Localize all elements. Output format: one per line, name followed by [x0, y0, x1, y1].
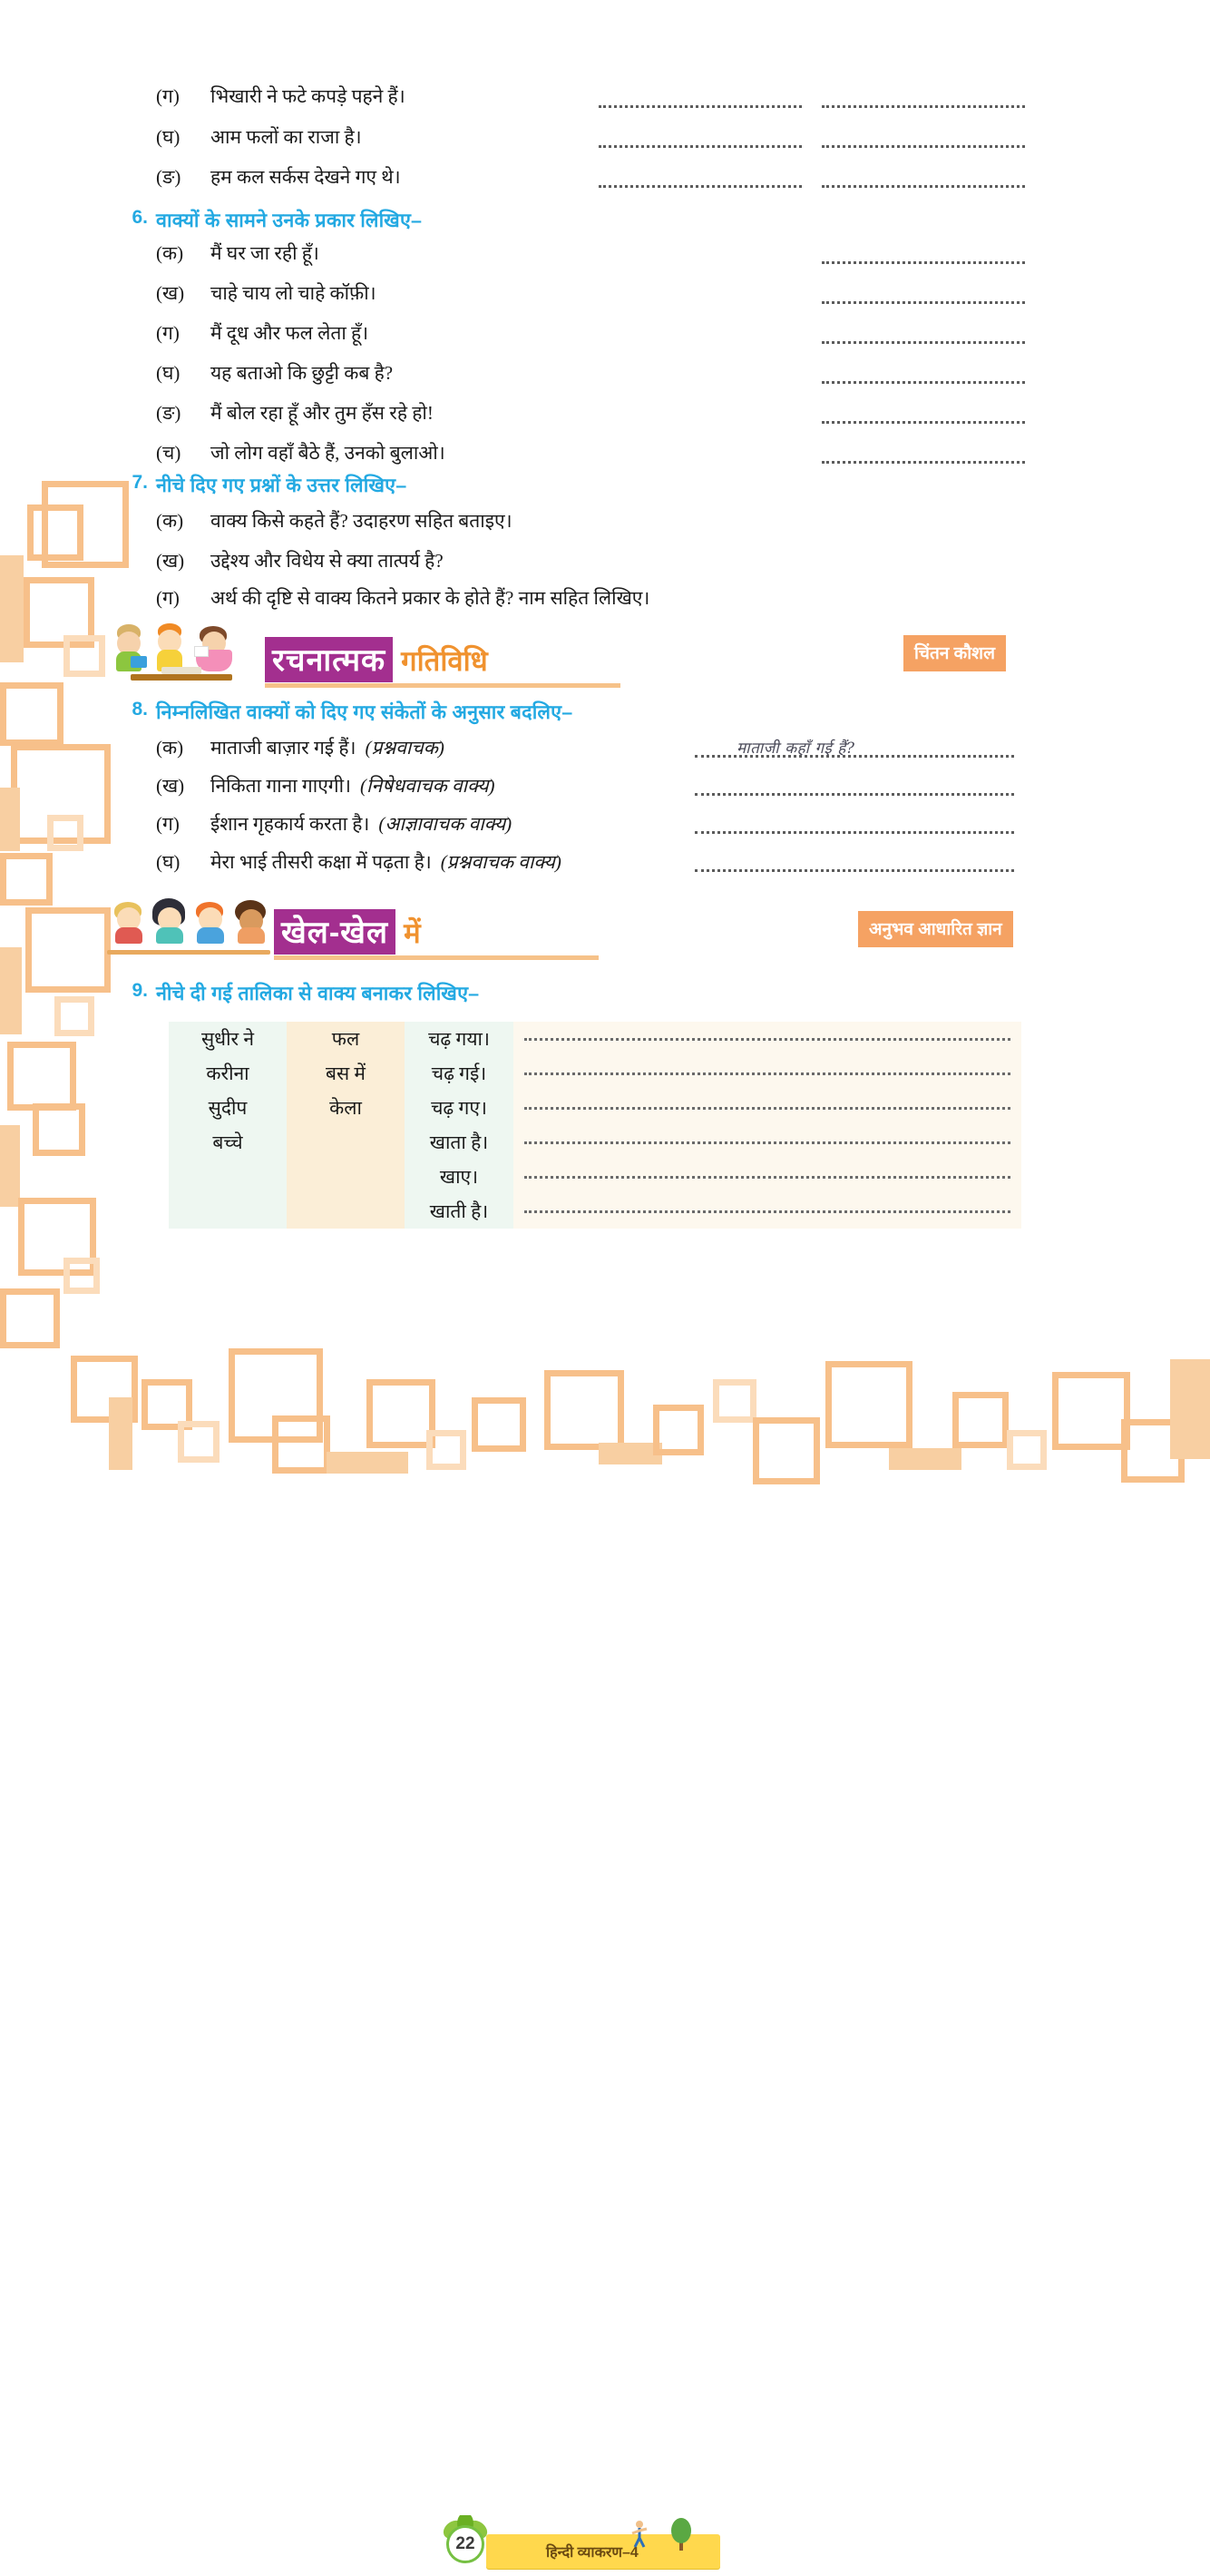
- answer-line[interactable]: [822, 185, 1025, 188]
- answer-line[interactable]: [599, 105, 802, 108]
- item-text: उद्देश्य और विधेय से क्या तात्पर्य है?: [210, 550, 444, 572]
- answer-line[interactable]: [822, 301, 1025, 304]
- item-text: हम कल सर्कस देखने गए थे।: [210, 166, 401, 188]
- footer-banner: [486, 2534, 720, 2569]
- item-label: (च): [156, 442, 181, 464]
- table-cell: खाए।: [439, 1166, 479, 1188]
- item-hint: (प्रश्नवाचक): [365, 737, 444, 759]
- item-label: (ग): [156, 85, 180, 107]
- item-label: (घ): [156, 362, 181, 384]
- list-item: [156, 240, 319, 266]
- child-figure: [149, 898, 189, 947]
- item-hint: (निषेधवाचक वाक्य): [360, 775, 495, 797]
- question-prompt: नीचे दिए गए प्रश्नों के उत्तर लिखिए–: [156, 475, 407, 496]
- answer-row[interactable]: [513, 1160, 1021, 1194]
- list-item: [156, 548, 444, 573]
- answer-row[interactable]: [513, 1091, 1021, 1125]
- item-label: (ग): [156, 813, 180, 835]
- table-cell: चढ़ गया।: [428, 1028, 490, 1050]
- table-cell: सुदीप: [208, 1097, 248, 1119]
- section-title-creative: [265, 637, 488, 682]
- section-title-secondary: में: [404, 917, 421, 949]
- table-cell: सुधीर ने: [200, 1028, 255, 1050]
- section-title-play: [274, 909, 421, 955]
- list-item: [156, 849, 561, 875]
- table-column-verbs: [405, 1022, 513, 1229]
- item-text: मैं दूध और फल लेता हूँ।: [210, 322, 369, 344]
- table-cell: करीना: [206, 1063, 249, 1084]
- list-item: [156, 508, 512, 534]
- child-figure: [109, 900, 147, 947]
- table-cell: [169, 1194, 287, 1229]
- footer-book-title: हिन्दी व्याकरण–4: [546, 2545, 639, 2561]
- question-9-heading: [125, 980, 479, 1006]
- list-item: [156, 360, 393, 386]
- table-column-subjects: [169, 1022, 287, 1229]
- handwritten-answer: माताजी कहाँ गई हैं?: [737, 739, 855, 758]
- child-figure: [230, 898, 270, 947]
- answer-line[interactable]: [822, 421, 1025, 424]
- item-text: चाहे चाय लो चाहे कॉफ़ी।: [210, 282, 376, 304]
- table-cell: [287, 1160, 405, 1194]
- table-cell: फल: [331, 1028, 360, 1050]
- list-item: [156, 811, 512, 837]
- tree-icon: [669, 2516, 693, 2552]
- item-label: (ख): [156, 775, 185, 797]
- table-cell: चढ़ गए।: [431, 1097, 487, 1119]
- runner-icon: [629, 2520, 649, 2551]
- answer-row[interactable]: [513, 1194, 1021, 1229]
- section-title-secondary: गतिविधि: [401, 645, 488, 677]
- table-cell: [169, 1160, 287, 1194]
- item-label: (ग): [156, 587, 180, 609]
- item-hint: (प्रश्नवाचक वाक्य): [440, 851, 561, 873]
- answer-line[interactable]: [822, 105, 1025, 108]
- table-cell: बच्चे: [212, 1131, 243, 1153]
- item-text: माताजी बाज़ार गई हैं।: [210, 737, 356, 759]
- answer-row[interactable]: [513, 1056, 1021, 1091]
- table-cell: केला: [329, 1097, 362, 1119]
- item-label: (घ): [156, 851, 181, 873]
- answer-line[interactable]: [599, 185, 802, 188]
- list-item: [156, 124, 362, 150]
- children-reading-illustration: [107, 626, 261, 682]
- answer-row[interactable]: [513, 1125, 1021, 1160]
- answer-line[interactable]: [695, 831, 1014, 834]
- answer-line[interactable]: [822, 461, 1025, 464]
- question-prompt: वाक्यों के सामने उनके प्रकार लिखिए–: [156, 210, 423, 231]
- item-text: आम फलों का राजा है।: [210, 126, 362, 148]
- item-text: वाक्य किसे कहते हैं? उदाहरण सहित बताइए।: [210, 510, 512, 532]
- item-label: (ङ): [156, 166, 181, 188]
- item-label: (क): [156, 510, 184, 532]
- table-cell: [287, 1194, 405, 1229]
- item-label: (क): [156, 242, 184, 264]
- item-text: यह बताओ कि छुट्टी कब है?: [210, 362, 394, 384]
- section-title-primary: रचनात्मक: [265, 637, 393, 682]
- item-text: मैं घर जा रही हूँ।: [210, 242, 319, 264]
- answer-line[interactable]: [822, 381, 1025, 384]
- page-number: 22: [446, 2525, 484, 2563]
- child-figure: [190, 900, 229, 947]
- question-number: 9.: [132, 980, 148, 1001]
- sentence-builder-table: [169, 1022, 1021, 1229]
- item-label: (क): [156, 737, 184, 759]
- list-item: [156, 83, 405, 109]
- table-cell: चढ़ गई।: [431, 1063, 487, 1084]
- answer-row[interactable]: [513, 1022, 1021, 1056]
- question-7-heading: [125, 472, 406, 498]
- answer-line[interactable]: [822, 341, 1025, 344]
- item-text: जो लोग वहाँ बैठे हैं, उनको बुलाओ।: [210, 442, 445, 464]
- table-cell: [287, 1125, 405, 1160]
- question-number: 7.: [132, 472, 148, 493]
- list-item: [156, 773, 495, 798]
- answer-line[interactable]: [695, 869, 1014, 872]
- item-text: मैं बोल रहा हूँ और तुम हँस रहे हो!: [210, 402, 434, 424]
- list-item: [156, 735, 444, 760]
- item-text: निकिता गाना गाएगी।: [210, 775, 352, 797]
- section-header-play: [107, 900, 421, 955]
- question-8-heading: [125, 699, 572, 725]
- item-hint: (आज्ञावाचक वाक्य): [378, 813, 512, 835]
- list-item: [156, 585, 649, 611]
- status-badge-experiential-learning: अनुभव आधारित ज्ञान: [858, 911, 1013, 947]
- table-cell: बस में: [326, 1063, 366, 1084]
- item-label: (ग): [156, 322, 180, 344]
- item-text: भिखारी ने फटे कपड़े पहने हैं।: [210, 85, 405, 107]
- item-label: (ङ): [156, 402, 181, 424]
- answer-line[interactable]: [822, 261, 1025, 264]
- child-figure: [111, 626, 147, 675]
- question-number: 8.: [132, 699, 148, 720]
- item-text: ईशान गृहकार्य करता है।: [210, 813, 370, 835]
- answer-line[interactable]: [822, 145, 1025, 148]
- table-cell: खाता है।: [429, 1131, 489, 1153]
- item-text: मेरा भाई तीसरी कक्षा में पढ़ता है।: [210, 851, 432, 873]
- list-item: [156, 440, 445, 465]
- answer-line[interactable]: [599, 145, 802, 148]
- list-item: [156, 280, 376, 306]
- table-column-objects: [287, 1022, 405, 1229]
- item-text: अर्थ की दृष्टि से वाक्य कितने प्रकार के होते हैं? नाम सहित लिखिए।: [210, 587, 650, 609]
- section-header-creative: [107, 626, 488, 682]
- item-label: (ख): [156, 282, 185, 304]
- page-footer: [0, 1265, 1210, 2561]
- status-badge-thinking-skill: चिंतन कौशल: [903, 635, 1006, 671]
- table-cell: खाती है।: [429, 1200, 489, 1222]
- answer-line[interactable]: [695, 793, 1014, 796]
- question-prompt: नीचे दी गई तालिका से वाक्य बनाकर लिखिए–: [156, 983, 480, 1004]
- question-number: 6.: [132, 207, 148, 228]
- item-label: (ख): [156, 550, 185, 572]
- list-item: [156, 400, 434, 426]
- list-item: [156, 320, 368, 346]
- question-prompt: निम्नलिखित वाक्यों को दिए गए संकेतों के अनुसार बदलिए–: [156, 701, 573, 723]
- section-title-primary: खेल-खेल: [274, 909, 395, 955]
- table-column-answers: [513, 1022, 1021, 1229]
- list-item: [156, 164, 401, 190]
- item-label: (घ): [156, 126, 181, 148]
- children-group-illustration: [107, 900, 270, 955]
- question-6-heading: [125, 207, 422, 233]
